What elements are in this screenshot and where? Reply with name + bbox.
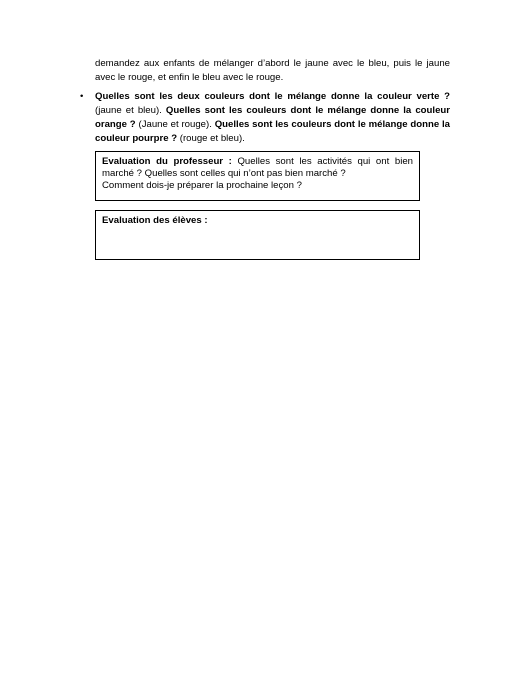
teacher-eval-question-1: Quelles sont les activités qui ont bien bbox=[231, 156, 413, 167]
student-evaluation-box bbox=[95, 210, 420, 260]
question-purple: Quelles sont les couleurs dont le mélange donne la couleur pourpre ? bbox=[95, 119, 450, 144]
teacher-eval-line-1 bbox=[102, 156, 413, 168]
teacher-eval-line-3: Comment dois-je préparer la prochaine leçon ? bbox=[102, 180, 302, 191]
question-orange: Quelles sont les couleurs dont le mélange donne la couleur orange ? bbox=[95, 105, 450, 130]
teacher-evaluation-box bbox=[95, 151, 420, 201]
student-eval-label: Evaluation des élèves : bbox=[102, 215, 208, 226]
answer-purple: (rouge et bleu). bbox=[177, 133, 245, 144]
teacher-eval-line-2: marché ? Quelles sont celles qui n’ont pas bien marché ? bbox=[102, 168, 346, 179]
bullet-icon: • bbox=[80, 91, 84, 102]
bullet-text bbox=[95, 90, 450, 146]
teacher-eval-label: Evaluation du professeur : bbox=[102, 156, 232, 167]
paragraph-continuation: demandez aux enfants de mélanger d’abord le jaune avec le bleu, puis le jaune avec le rouge, et enfin le bleu avec le rouge. bbox=[95, 58, 450, 83]
answer-orange: (Jaune et rouge). bbox=[135, 119, 215, 130]
answer-green: (jaune et bleu). bbox=[95, 105, 166, 116]
question-green: Quelles sont les deux couleurs dont le mélange donne la couleur verte ? bbox=[95, 91, 450, 102]
